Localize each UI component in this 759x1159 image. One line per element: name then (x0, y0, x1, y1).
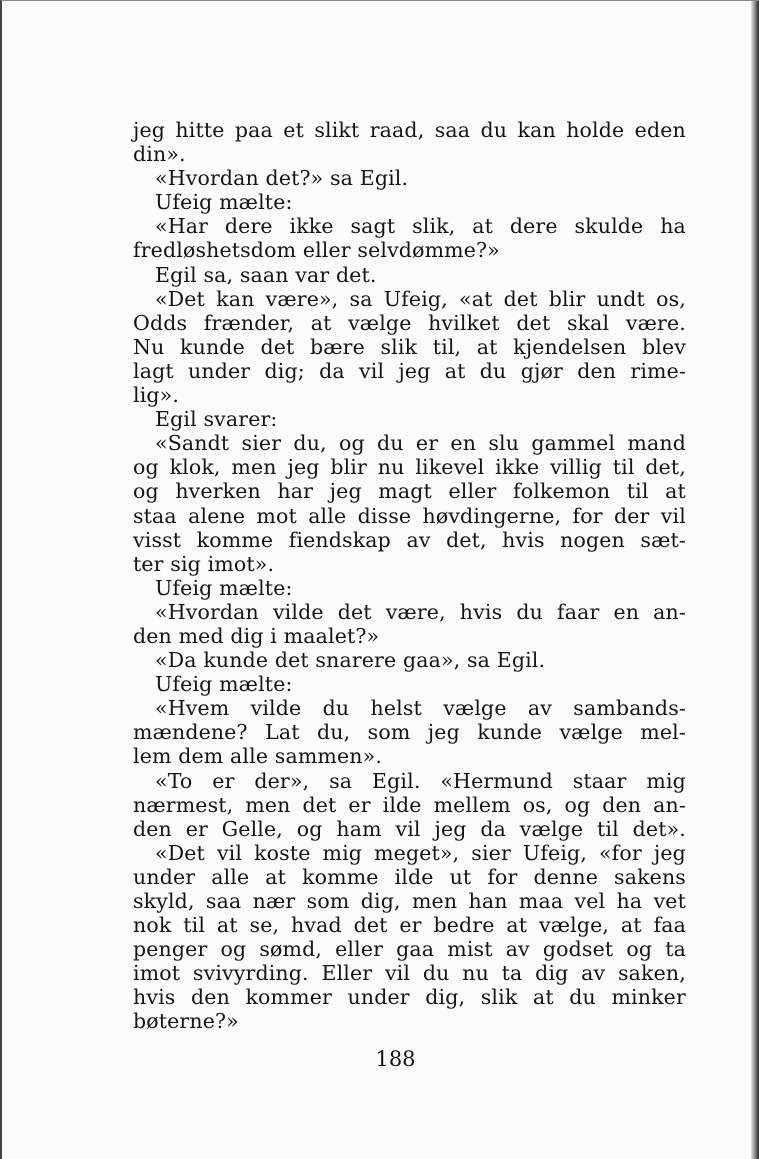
text-line: skyld, saa nær som dig, men han maa vel ha vet (133, 889, 686, 913)
text-line: imot svivyrding. Eller vil du nu ta dig av saken, (133, 961, 686, 986)
text-line: visst komme fiendskap av det, hvis nogen sæt- (133, 527, 686, 552)
text-line: fredløshetsdom eller selvdømme?» (133, 238, 500, 263)
text-line: Egil sa, saan var det. (155, 262, 377, 287)
text-line: den med dig i maalet?» (133, 623, 380, 648)
body-text (133, 118, 686, 1034)
text-line: Odds frænder, at vælge hvilket det skal være. (133, 310, 686, 335)
page-number: 188 (375, 1047, 416, 1071)
text-line: din». (133, 142, 186, 167)
text-line: «Da kunde det snarere gaa», sa Egil. (155, 648, 546, 673)
text-line: mændene? Lat du, som jeg kunde vælge mel- (133, 720, 686, 745)
text-line: Egil svarer: (155, 407, 278, 432)
text-line: «Hvordan vilde det være, hvis du faar en an- (155, 599, 686, 624)
text-line: Ufeig mælte: (155, 672, 293, 697)
text-line: lagt under dig; da vil jeg at du gjør den rime- (133, 358, 686, 383)
text-line: lig». (133, 383, 180, 408)
text-line: penger og sømd, eller gaa mist av godset og ta (133, 937, 686, 962)
text-line: nok til at se, hvad det er bedre at vælge, at faa (133, 913, 686, 938)
text-line: staa alene mot alle disse høvdingerne, for der vil (133, 503, 686, 528)
text-line: nærmest, men det er ilde mellem os, og den an- (133, 792, 686, 817)
text-line: «Hvem vilde du helst vælge av sambands- (155, 696, 686, 721)
text-line: «To er der», sa Egil. «Hermund staar mig (155, 768, 686, 793)
text-line: ter sig imot». (133, 551, 275, 576)
text-line: den er Gelle, og ham vil jeg da vælge til det». (133, 816, 686, 841)
text-line: hvis den kommer under dig, slik at du minker (133, 985, 686, 1010)
text-line: «Hvordan det?» sa Egil. (155, 166, 409, 191)
text-line: under alle at komme ilde ut for denne sakens (133, 864, 686, 889)
text-line: og klok, men jeg blir nu likevel ikke villig til det, (133, 455, 686, 480)
text-line: jeg hitte paa et slikt raad, saa du kan holde eden (133, 118, 686, 142)
text-line: «Det vil koste mig meget», sier Ufeig, «for jeg (155, 840, 686, 865)
text-line: Ufeig mælte: (155, 190, 293, 215)
text-line: Ufeig mælte: (155, 575, 293, 600)
text-line: og hverken har jeg magt eller folkemon til at (133, 479, 686, 504)
text-line: lem dem alle sammen». (133, 744, 382, 769)
text-line: «Har dere ikke sagt slik, at dere skulde ha (155, 214, 686, 239)
text-line: Nu kunde det bære slik til, at kjendelsen blev (133, 334, 686, 359)
text-line: bøterne?» (133, 1009, 239, 1034)
text-line: «Sandt sier du, og du er en slu gammel mand (155, 431, 686, 456)
text-line: «Det kan være», sa Ufeig, «at det blir undt os, (155, 286, 686, 311)
